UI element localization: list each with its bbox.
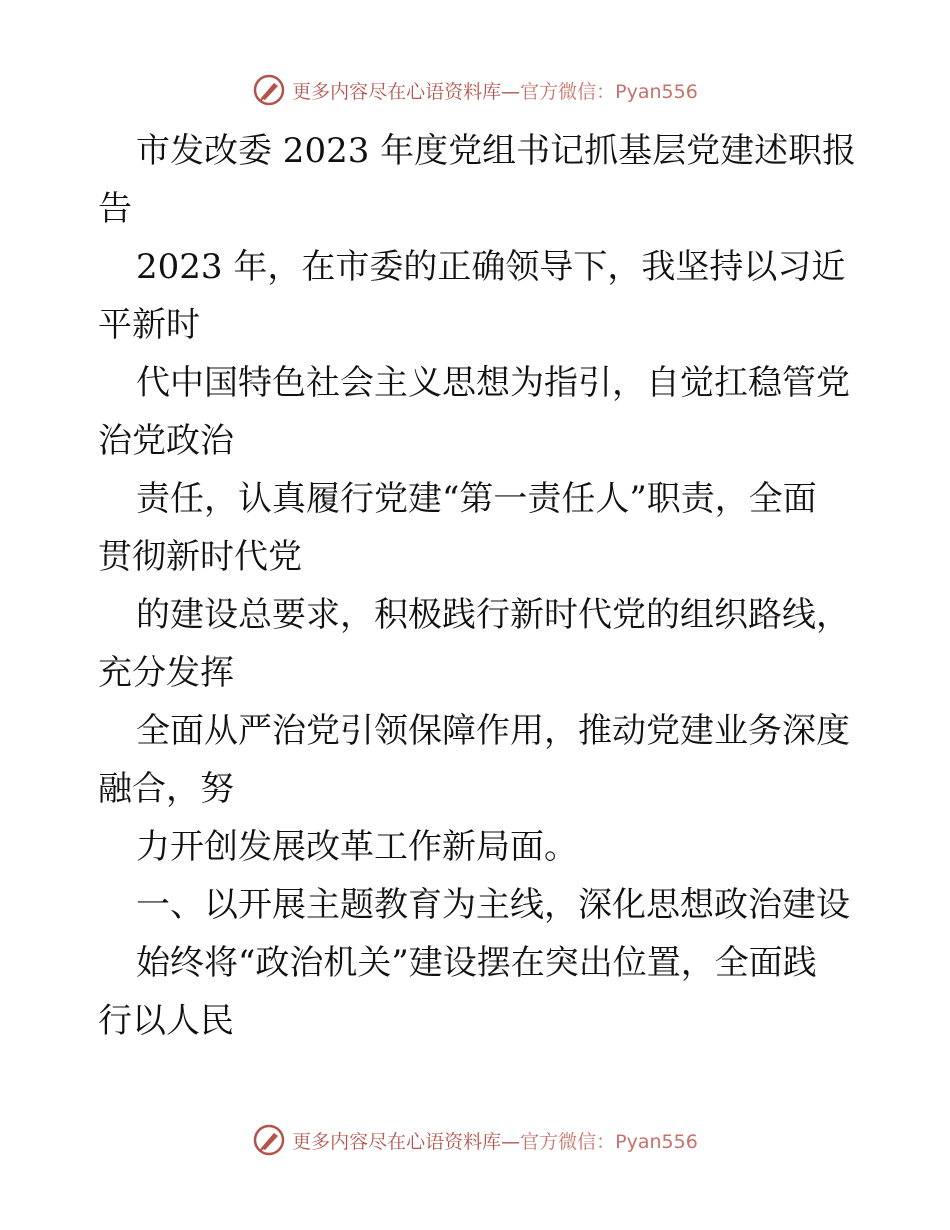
text-line: 全面从严治党引领保障作用，推动党建业务深度 [136,711,850,751]
text-line: 一、以开展主题教育为主线，深化思想政治建设 [136,885,850,925]
watermark-text: 更多内容尽在心语资料库—官方微信：Pyan556 [292,1130,698,1153]
text-line: 代中国特色社会主义思想为指引，自觉扛稳管党 [136,363,850,403]
text-line: 市发改委 2023 年度党组书记抓基层党建述职报 [136,131,857,171]
text-line: 治党政治 [98,421,234,461]
document-body [98,122,858,1050]
footer-watermark [0,1120,950,1160]
text-line: 2023 年，在市委的正确领导下，我坚持以习近 [136,247,846,287]
text-line: 力开创发展改革工作新局面。 [136,827,578,867]
text-line: 平新时 [98,305,200,345]
text-line: 贯彻新时代党 [98,537,302,577]
text-line: 责任，认真履行党建“第一责任人”职责，全面 [136,479,817,519]
text-line: 的建设总要求，积极践行新时代党的组织路线， [136,595,850,635]
header-watermark [0,70,950,110]
watermark-text: 更多内容尽在心语资料库—官方微信：Pyan556 [292,80,698,103]
pen-logo-icon [252,73,286,107]
text-line: 告 [98,189,132,229]
text-line: 始终将“政治机关”建设摆在突出位置，全面践 [136,943,817,983]
text-line: 融合，努 [98,769,234,809]
text-line: 行以人民 [98,1001,234,1041]
text-line: 充分发挥 [98,653,234,693]
pen-logo-icon [252,1123,286,1157]
